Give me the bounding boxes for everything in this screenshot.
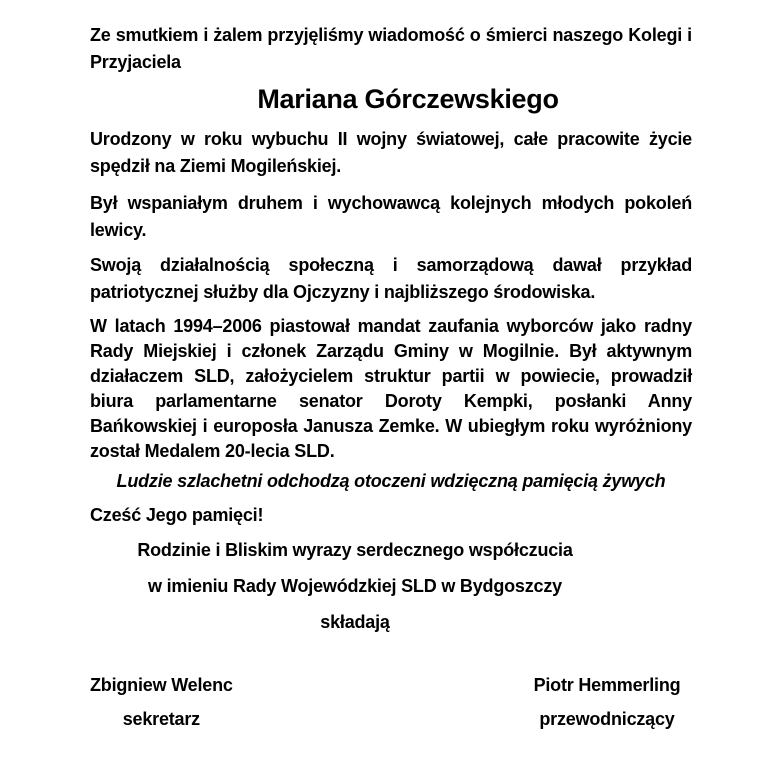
closing-block [90,537,620,636]
obituary-text-block [90,22,692,645]
signature-block-chairman [527,672,687,733]
memorial-quote: Ludzie szlachetni odchodzą otoczeni wdzięczną pamięcią żywych [116,471,666,491]
tribute-line: Cześć Jego pamięci! [90,505,264,525]
signatory-name-left: Zbigniew Welenc [90,675,233,695]
body-paragraph-mentor: Był wspaniałym druhem i wychowawcą kolejnych młodych pokoleń lewicy. [90,193,692,240]
closing-line-on-behalf: w imieniu Rady Wojewódzkiej SLD w Bydgoszczy [148,576,562,596]
intro-paragraph: Ze smutkiem i żalem przyjęliśmy wiadomość o śmierci naszego Kolegi i Przyjaciela [90,25,692,72]
closing-line-condolences: Rodzinie i Bliskim wyrazy serdecznego współczucia [137,540,573,560]
closing-line-submit: składają [320,612,390,632]
body-paragraph-service: Swoją działalnością społeczną i samorządową dawał przykład patriotycznej służby dla Ojczyzny i najbliższego środowiska. [90,255,692,302]
signatory-role-right: przewodniczący [539,709,675,729]
signatory-role-left: sekretarz [122,709,200,729]
deceased-name-heading: Mariana Górczewskiego [257,84,559,114]
body-paragraph-career: W latach 1994–2006 piastował mandat zaufania wyborców jako radny Rady Miejskiej i członek Zarządu Gminy w Mogilnie. Był aktywnym działaczem SLD, założycielem struktur partii w powiecie, prowadził biura parlamentarne senator Doroty Kempki, posłanki Anny Bańkowskiej i europosła Janusza Zemke. W ubiegłym roku wyróżniony został Medalem 20-lecia SLD. [90,316,692,461]
signature-block-secretary [90,672,233,733]
signatory-name-right: Piotr Hemmerling [533,675,681,695]
body-paragraph-birth: Urodzony w roku wybuchu II wojny światowej, całe pracowite życie spędził na Ziemi Mogileńskiej. [90,129,692,176]
